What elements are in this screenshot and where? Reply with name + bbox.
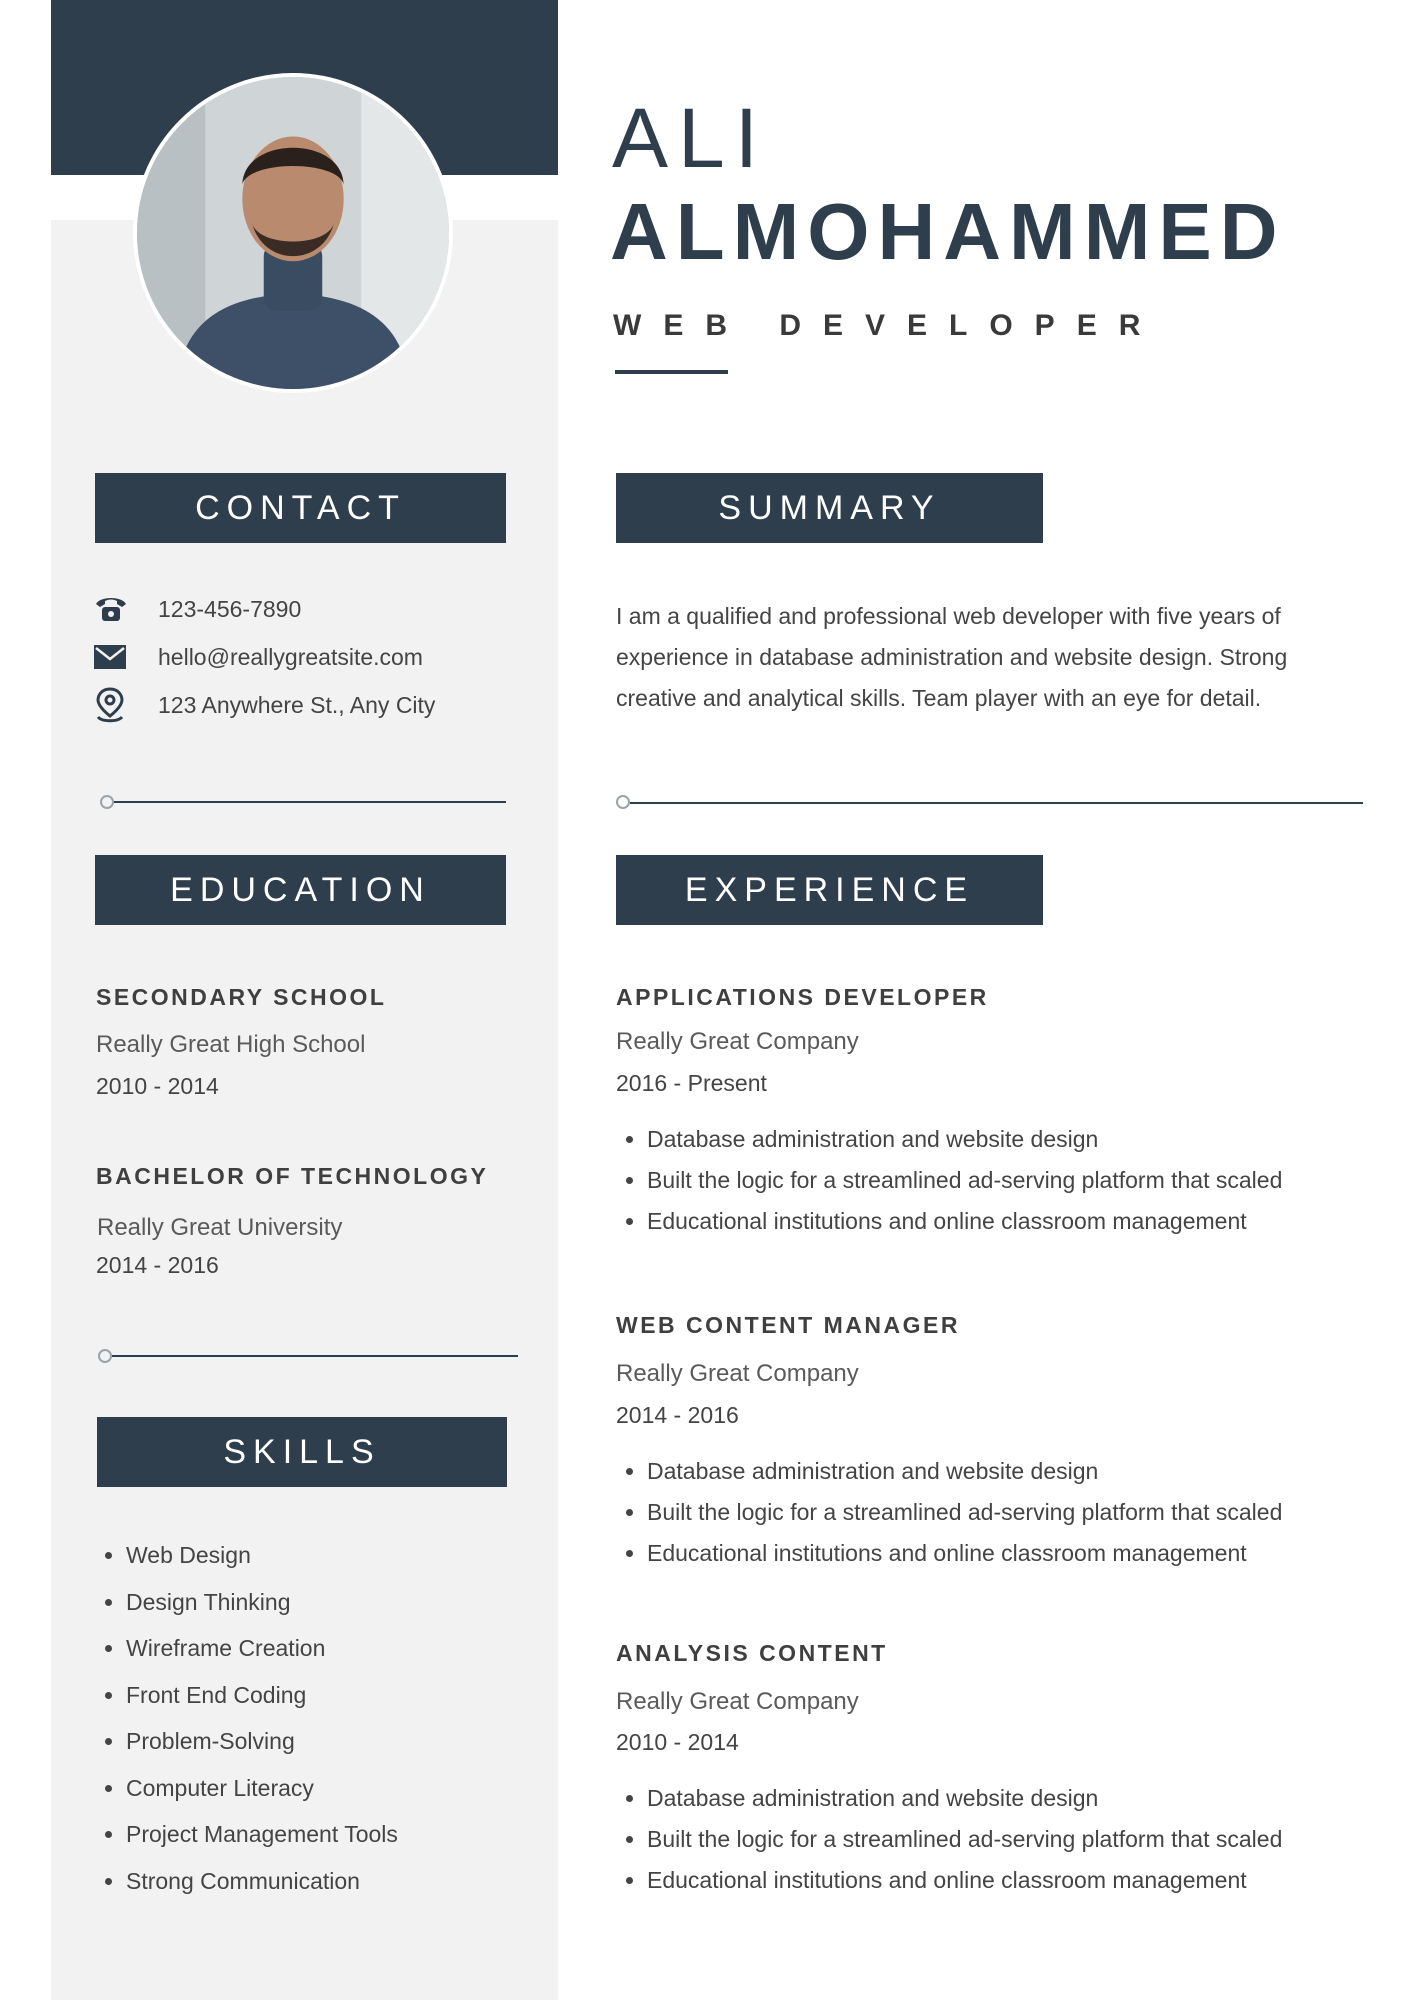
list-item: • Built the logic for a streamlined ad-serving platform that scaled [647,1492,1282,1533]
list-item: • Problem-Solving [126,1718,398,1765]
job-bullets [616,1451,1282,1574]
summary-line: experience in database administration and website design. Strong [616,644,1288,670]
list-item: • Built the logic for a streamlined ad-serving platform that scaled [647,1160,1282,1201]
summary-line: I am a qualified and professional web developer with five years of [616,603,1281,629]
summary-heading: SUMMARY [616,473,1043,543]
list-item: • Front End Coding [126,1672,398,1719]
list-item: • Wireframe Creation [126,1625,398,1672]
divider-dot [98,1349,112,1363]
list-item: • Strong Communication [126,1858,398,1905]
job-bullets [616,1119,1282,1242]
job-company: Really Great Company [616,1360,859,1387]
list-item: • Computer Literacy [126,1765,398,1812]
last-name: ALMOHAMMED [610,187,1286,276]
profile-photo [133,73,453,393]
job-title-heading: APPLICATIONS DEVELOPER [616,984,989,1010]
list-item: • Design Thinking [126,1579,398,1626]
email-icon [94,640,132,674]
email-text: hello@reallygreatsite.com [158,643,423,670]
location-icon [94,688,132,722]
job-bullets [616,1778,1282,1901]
phone-text: 123-456-7890 [158,595,302,622]
education-years: 2014 - 2016 [96,1252,219,1278]
education-years: 2010 - 2014 [96,1073,219,1099]
summary-line: creative and analytical skills. Team player with an eye for detail. [616,685,1262,711]
experience-heading: EXPERIENCE [616,855,1043,925]
list-item: • Database administration and website design [647,1451,1282,1492]
contact-divider [110,801,506,803]
contact-phone [94,591,301,627]
divider-dot [616,795,630,809]
summary-divider [630,802,1363,804]
education-school: Really Great High School [96,1031,366,1058]
first-name: ALI [612,91,769,185]
list-item: • Database administration and website design [647,1119,1282,1160]
list-item: • Project Management Tools [126,1811,398,1858]
job-years: 2010 - 2014 [616,1729,739,1755]
list-item: • Educational institutions and online classroom management [647,1533,1282,1574]
education-degree: SECONDARY SCHOOL [96,984,387,1010]
contact-heading: CONTACT [95,473,506,543]
education-school: Really Great University [97,1214,343,1241]
education-divider [112,1355,518,1357]
job-company: Really Great Company [616,1028,859,1055]
title-underline [615,370,728,374]
phone-icon [94,592,132,626]
address-text: 123 Anywhere St., Any City [158,691,436,718]
divider-dot [100,795,114,809]
skills-list [96,1532,398,1904]
job-company: Really Great Company [616,1688,859,1715]
list-item: • Built the logic for a streamlined ad-serving platform that scaled [647,1819,1282,1860]
job-years: 2014 - 2016 [616,1402,739,1428]
job-title: WEB DEVELOPER [613,309,1163,342]
job-years: 2016 - Present [616,1070,767,1096]
summary-text [616,596,1336,719]
contact-address [94,687,435,723]
list-item: • Database administration and website design [647,1778,1282,1819]
job-title-heading: WEB CONTENT MANAGER [616,1312,960,1338]
list-item: • Educational institutions and online classroom management [647,1860,1282,1901]
list-item: • Web Design [126,1532,398,1579]
skills-heading: SKILLS [97,1417,507,1487]
education-heading: EDUCATION [95,855,506,925]
education-degree: BACHELOR OF TECHNOLOGY [96,1163,489,1189]
contact-email [94,639,423,675]
job-title-heading: ANALYSIS CONTENT [616,1640,888,1666]
list-item: • Educational institutions and online classroom management [647,1201,1282,1242]
